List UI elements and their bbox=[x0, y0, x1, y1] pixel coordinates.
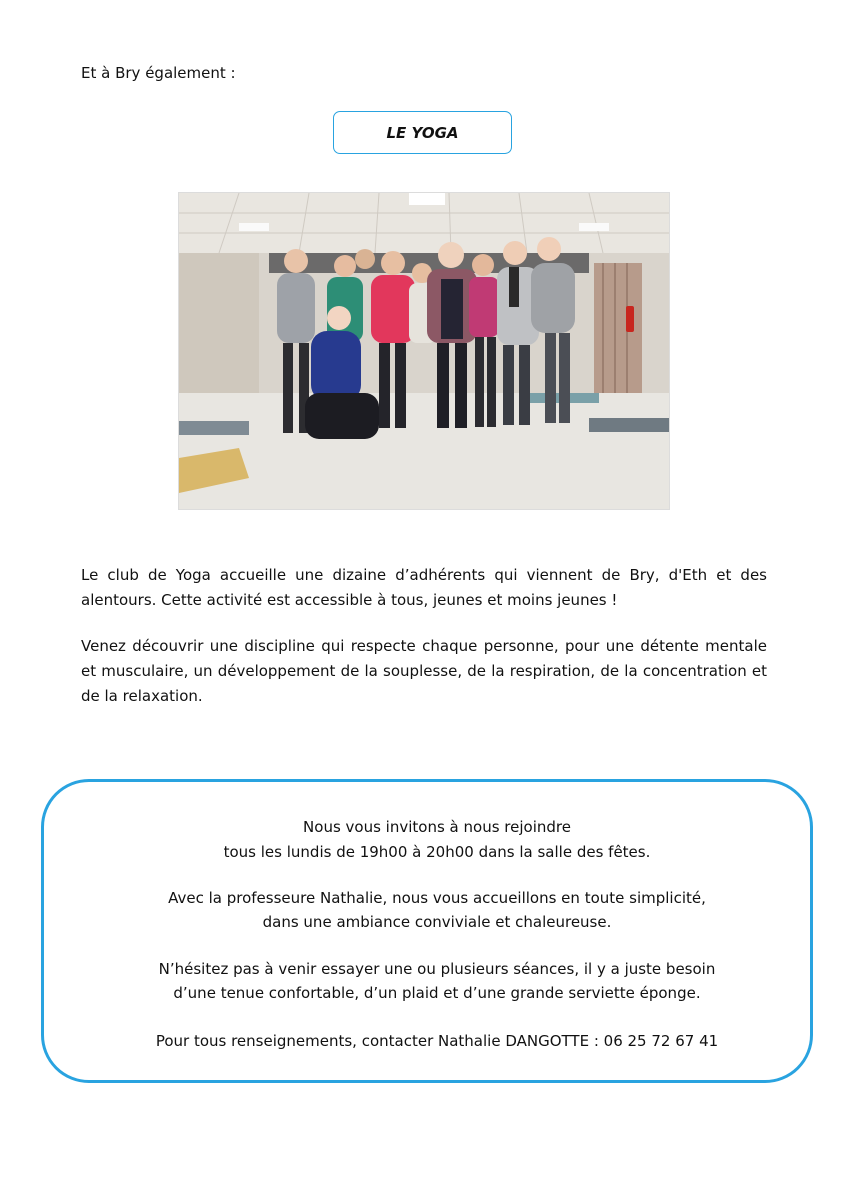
info-line-try: N’hésitez pas à venir essayer une ou plusieurs séances, il y a juste besoin bbox=[158, 960, 716, 978]
info-line-ambiance: dans une ambiance conviviale et chaleureuse. bbox=[262, 913, 612, 931]
info-line-contact: Pour tous renseignements, contacter Nathalie DANGOTTE : 06 25 72 67 41 bbox=[155, 1032, 719, 1050]
title-box bbox=[333, 111, 512, 154]
intro-text: Et à Bry également : bbox=[81, 64, 236, 82]
info-line-equipment: d’une tenue confortable, d’un plaid et d’une grande serviette éponge. bbox=[173, 984, 701, 1002]
paragraph-intro: Le club de Yoga accueille une dizaine d’adhérents qui viennent de Bry, d'Eth et des alentours. Cette activité est accessible à tous, jeunes et moins jeunes ! bbox=[81, 566, 767, 609]
paragraph-discipline: Venez découvrir une discipline qui respecte chaque personne, pour une détente mentale et musculaire, un développement de la souplesse, de la respiration, de la concentration et de la relaxation. bbox=[81, 637, 767, 705]
page-title: LE YOGA bbox=[386, 123, 459, 142]
info-line-schedule: tous les lundis de 19h00 à 20h00 dans la salle des fêtes. bbox=[223, 843, 651, 861]
info-line-teacher: Avec la professeure Nathalie, nous vous accueillons en toute simplicité, bbox=[168, 889, 706, 907]
info-box bbox=[41, 779, 813, 1083]
info-line-invite: Nous vous invitons à nous rejoindre bbox=[303, 818, 571, 836]
group-photo bbox=[178, 192, 670, 510]
